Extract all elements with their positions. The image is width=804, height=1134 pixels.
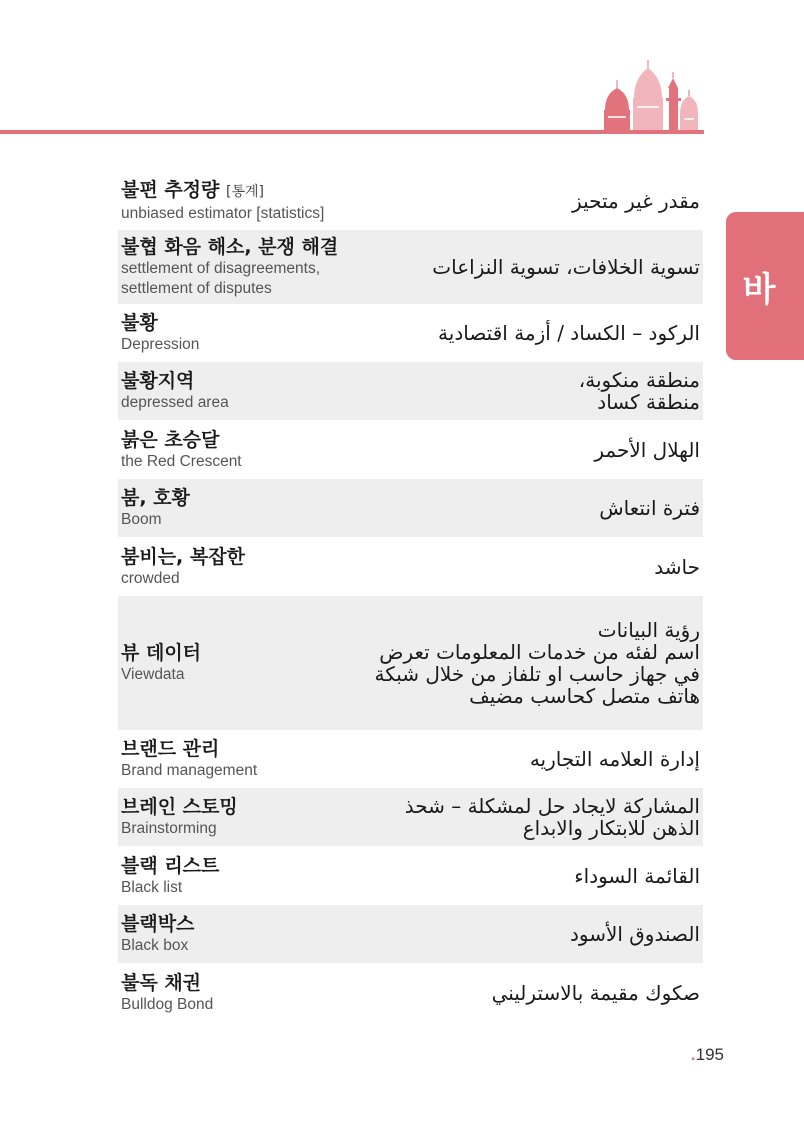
page-number: .195 (690, 1045, 724, 1064)
arabic-term: رؤية البيانات اسم لفئه من خدمات المعلومات تعرض في جهاز حاسب او تلفاز من خلال شبكة هاتف متصل كحاسب مضيف (374, 618, 700, 708)
section-tab (726, 212, 804, 360)
english-term: crowded (121, 569, 180, 587)
korean-term: 브랜드 관리 (121, 738, 220, 760)
korean-term: 불독 채권 (121, 972, 202, 994)
korean-term: 붐비는, 복잡한 (121, 545, 245, 568)
korean-term: 블랙 리스트 (121, 854, 220, 877)
arabic-term: تسوية الخلافات، تسوية النزاعات (432, 255, 700, 279)
arabic-term: مقدر غير متحيز (572, 189, 700, 213)
section-tab-label: 바 (742, 269, 776, 310)
arabic-term: منطقة منكوبة، منطقة كساد (578, 368, 700, 414)
arabic-term: الركود – الكساد / أزمة اقتصادية (438, 321, 700, 345)
english-term: Bulldog Bond (121, 996, 214, 1013)
english-term: Brand management (121, 762, 258, 779)
korean-term: 붉은 초승달 (121, 428, 220, 451)
glossary-row (118, 362, 703, 420)
glossary-row (118, 730, 703, 788)
arabic-term: المشاركة لايجاد حل لمشكلة – شحذ الذهن للابتكار والابداع (404, 794, 700, 840)
english-term: Boom (121, 511, 162, 528)
korean-term: 불황지역 (121, 370, 195, 392)
english-term: settlement of disagreements, (121, 260, 321, 277)
english-term: Brainstorming (121, 820, 217, 837)
korean-term: 불협 화음 해소, 분쟁 해결 (121, 236, 339, 258)
english-term: Depression (121, 336, 200, 353)
glossary-row (118, 479, 703, 537)
glossary-row (118, 172, 703, 230)
arabic-term: الهلال الأحمر (594, 437, 700, 462)
arabic-term: صكوك مقيمة بالاسترليني (491, 981, 700, 1005)
arabic-term: حاشد (654, 554, 700, 579)
english-term: the Red Crescent (121, 452, 242, 470)
korean-term: 불황 (121, 312, 158, 334)
korean-term: 블랙박스 (121, 913, 195, 935)
arabic-term: الصندوق الأسود (569, 922, 700, 946)
english-term: Black list (121, 878, 183, 896)
english-term: Black box (121, 937, 189, 954)
mosque-illustration (600, 58, 704, 134)
field-tag: [통계] (226, 184, 264, 200)
korean-term: 뷰 데이터 (121, 642, 202, 664)
korean-term: 브레인 스토밍 (121, 796, 238, 818)
glossary-row (118, 230, 703, 304)
glossary-row (118, 537, 703, 596)
glossary-row (118, 420, 703, 479)
english-term: settlement of disputes (121, 280, 272, 297)
english-term: unbiased estimator [statistics] (121, 205, 325, 222)
glossary-table (118, 172, 703, 1023)
arabic-term: إدارة العلامه التجاريه (529, 747, 700, 771)
english-term: Viewdata (121, 666, 185, 683)
glossary-row (118, 304, 703, 362)
korean-term: 불편 추정량 [통계] (121, 179, 264, 201)
arabic-term: فترة انتعاش (599, 496, 700, 520)
english-term: depressed area (121, 394, 229, 411)
arabic-term: القائمة السوداء (574, 863, 700, 888)
glossary-row (118, 905, 703, 963)
korean-term: 붐, 호황 (121, 487, 190, 509)
glossary-row (118, 596, 703, 730)
glossary-row (118, 788, 703, 846)
glossary-row (118, 846, 703, 905)
header-rule (0, 130, 703, 134)
glossary-row (118, 963, 703, 1023)
